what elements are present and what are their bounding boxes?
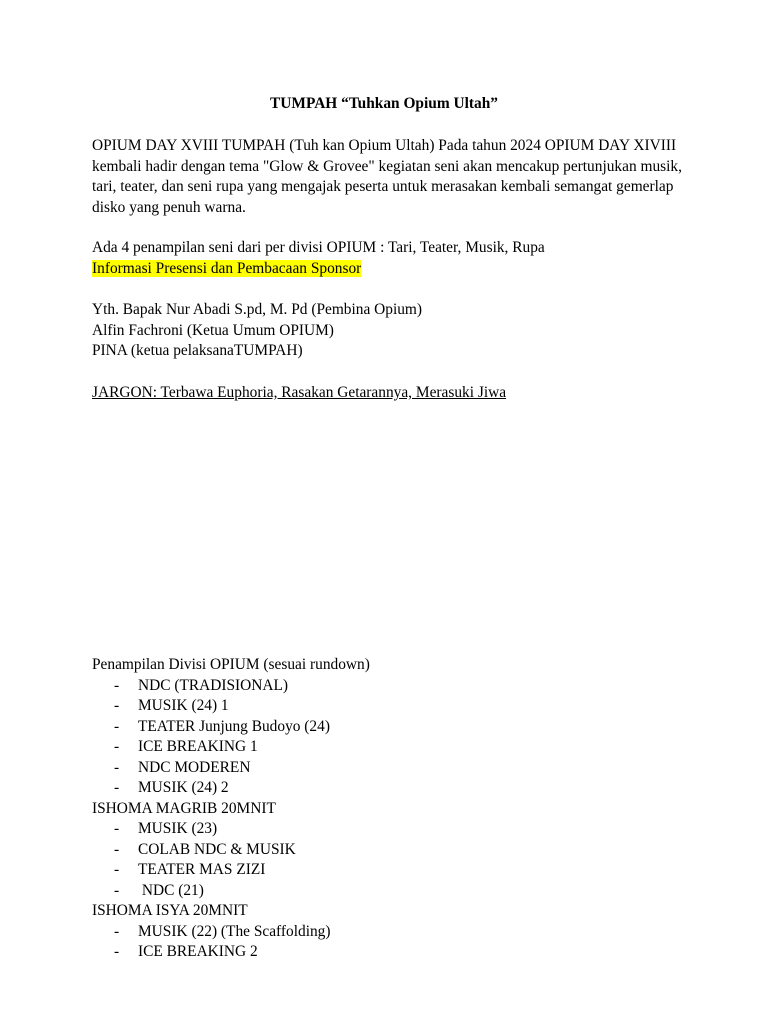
bullet-dash: -: [114, 758, 120, 776]
bullet-dash: -: [114, 922, 120, 940]
break-heading: ISHOMA MAGRIB 20MNIT: [92, 799, 276, 817]
list-item: - ICE BREAKING 2: [92, 942, 692, 963]
list-item: - MUSIK (23): [92, 819, 692, 840]
guest-list: [92, 300, 692, 362]
jargon-line: JARGON: Terbawa Euphoria, Rasakan Getarannya, Merasuki Jiwa: [92, 384, 507, 401]
list-item: - MUSIK (22) (The Scaffolding): [92, 922, 692, 943]
intro-line: kembali hadir dengan tema "Glow & Grovee" kegiatan seni akan mencakup pertunjukan musik,: [92, 157, 682, 175]
list-item: - TEATER Junjung Budoyo (24): [92, 717, 692, 738]
bullet-dash: -: [114, 738, 120, 755]
bullet-dash: -: [114, 697, 120, 714]
list-item: - TEATER MAS ZIZI: [92, 860, 692, 881]
list-item: - COLAB NDC & MUSIK: [92, 840, 692, 861]
bullet-dash: -: [114, 881, 120, 899]
break-heading: ISHOMA ISYA 20MNIT: [92, 902, 248, 919]
list-item: - NDC MODEREN: [92, 758, 692, 779]
bullet-dash: -: [114, 840, 120, 858]
rundown-heading: Penampilan Divisi OPIUM (sesuai rundown): [92, 656, 370, 673]
rundown-section: [92, 655, 692, 963]
bullet-dash: -: [114, 861, 120, 878]
intro-line: OPIUM DAY XVIII TUMPAH (Tuh kan Opium Ultah) Pada tahun 2024 OPIUM DAY XIVIII: [92, 137, 677, 154]
jargon-section: [92, 383, 692, 404]
intro-line: tari, teater, dan seni rupa yang mengajak peserta untuk merasakan kembali semangat gemerlap: [92, 178, 674, 195]
performances-line: Ada 4 penampilan seni dari per divisi OPIUM : Tari, Teater, Musik, Rupa: [92, 239, 545, 256]
guest-line: Yth. Bapak Nur Abadi S.pd, M. Pd (Pembina Opium): [92, 301, 423, 318]
bullet-dash: -: [114, 820, 120, 837]
list-item: - NDC (TRADISIONAL): [92, 676, 692, 697]
bullet-dash: -: [114, 779, 120, 796]
guest-line: Alfin Fachroni (Ketua Umum OPIUM): [92, 321, 334, 339]
intro-line: disko yang penuh warna.: [92, 198, 246, 216]
bullet-dash: -: [114, 676, 120, 694]
guest-line: PINA (ketua pelaksanaTUMPAH): [92, 342, 303, 359]
highlighted-sponsor-line: Informasi Presensi dan Pembacaan Sponsor: [92, 259, 362, 277]
bullet-dash: -: [114, 943, 120, 960]
list-item: - NDC (21): [92, 881, 692, 902]
list-item: - MUSIK (24) 2: [92, 778, 692, 799]
list-item: - ICE BREAKING 1: [92, 737, 692, 758]
document-title: TUMPAH “Tuhkan Opium Ultah”: [270, 95, 498, 112]
bullet-dash: -: [114, 717, 120, 735]
intro-paragraph: [92, 136, 692, 218]
list-item: - MUSIK (24) 1: [92, 696, 692, 717]
performances-section: [92, 238, 692, 279]
